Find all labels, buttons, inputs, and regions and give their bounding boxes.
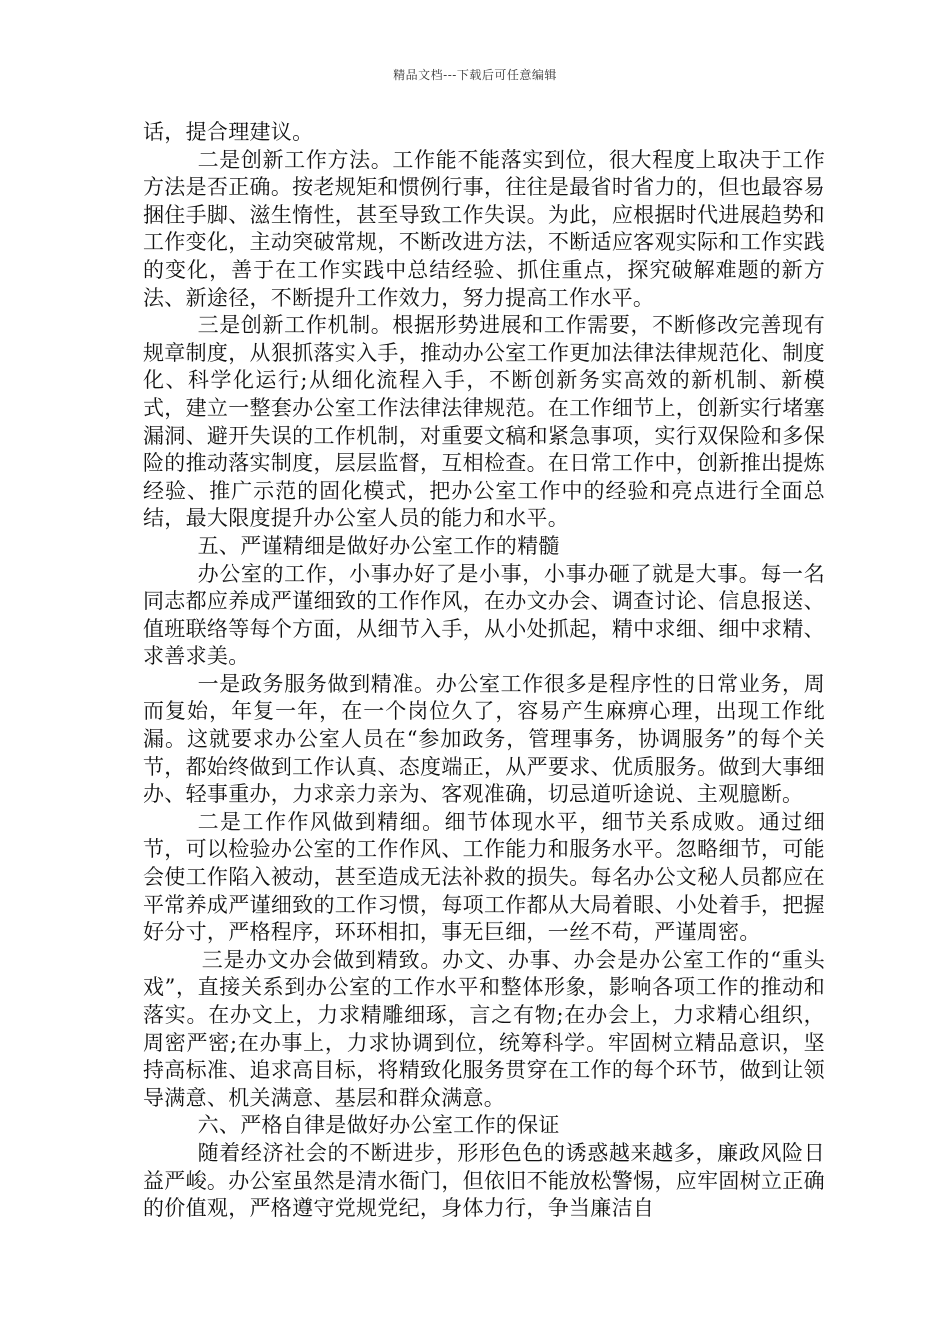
paragraph: 三是创新工作机制。根据形势进展和工作需要，不断修改完善现有规章制度，从狠抓落实入手，推动办公室工作更加法律法律规范化、制度化、科学化运行;从细化流程入手，不断创新务实高效的新机制、新模式，建立一整套办公室工作法律法律规范。在工作细节上，创新实行堵塞漏洞、避开失误的工作机制，对重要文稿和紧急事项，实行双保险和多保险的推动落实制度，层层监督，互相检查。在日常工作中，创新推出提炼经验、推广示范的固化模式，把办公室工作中的经验和亮点进行全面总结，最大限度提升办公室人员的能力和水平。 — [143, 313, 825, 531]
paragraph: 话，提合理建议。 — [143, 120, 314, 144]
paragraph: 随着经济社会的不断进步，形形色色的诱惑越来越多，廉政风险日益严峻。办公室虽然是清水衙门，但依旧不能放松警惕，应牢固树立正确的价值观，严格遵守党规党纪，身体力行，争当廉洁自 — [143, 1140, 825, 1221]
section-heading: 五、严谨精细是做好办公室工作的精髓 — [197, 533, 560, 558]
paragraph: 办公室的工作，小事办好了是小事，小事办砸了就是大事。每一名同志都应养成严谨细致的工作作风，在办文办会、调查讨论、信息报送、值班联络等每个方面，从细节入手，从小处抓起，精中求细、细中求精、求善求美。 — [143, 561, 825, 669]
document-body — [143, 119, 825, 1223]
section-heading: 六、严格自律是做好办公室工作的保证 — [197, 1113, 560, 1138]
paragraph: 二是创新工作方法。工作能不能落实到位，很大程度上取决于工作方法是否正确。按老规矩和惯例行事，往往是最省时省力的，但也最容易捆住手脚、滋生惰性，甚至导致工作失误。为此，应根据时代进展趋势和工作变化，主动突破常规，不断改进方法，不断适应客观实际和工作实践的变化，善于在工作实践中总结经验、抓住重点，探究破解难题的新方法、新途径，不断提升工作效力，努力提高工作水平。 — [143, 147, 825, 310]
paragraph: 三是办文办会做到精致。办文、办事、办会是办公室工作的“重头戏”，直接关系到办公室的工作水平和整体形象，影响各项工作的推动和落实。在办文上，力求精雕细琢，言之有物;在办会上，力求精心组织，周密严密;在办事上，力求协调到位，统筹科学。牢固树立精品意识，坚持高标准、追求高目标，将精致化服务贯穿在工作的每个环节，做到让领导满意、机关满意、基层和群众满意。 — [143, 947, 825, 1110]
paragraph: 二是工作作风做到精细。细节体现水平，细节关系成败。通过细节，可以检验办公室的工作作风、工作能力和服务水平。忽略细节，可能会使工作陷入被动，甚至造成无法补救的损失。每名办公文秘人员都应在平常养成严谨细致的工作习惯，每项工作都从大局着眼、小处着手，把握好分寸，严格程序，环环相扣，事无巨细，一丝不苟，严谨周密。 — [143, 809, 825, 945]
page-header: 精品文档---下载后可任意编辑 — [393, 68, 557, 82]
paragraph: 一是政务服务做到精准。办公室工作很多是程序性的日常业务，周而复始，年复一年，在一个岗位久了，容易产生麻痹心理，出现工作纰漏。这就要求办公室人员在“参加政务，管理事务，协调服务”的每个关节，都始终做到工作认真、态度端正，从严要求、优质服务。做到大事细办、轻事重办，力求亲力亲为、客观准确，切忌道听途说、主观臆断。 — [143, 671, 825, 807]
